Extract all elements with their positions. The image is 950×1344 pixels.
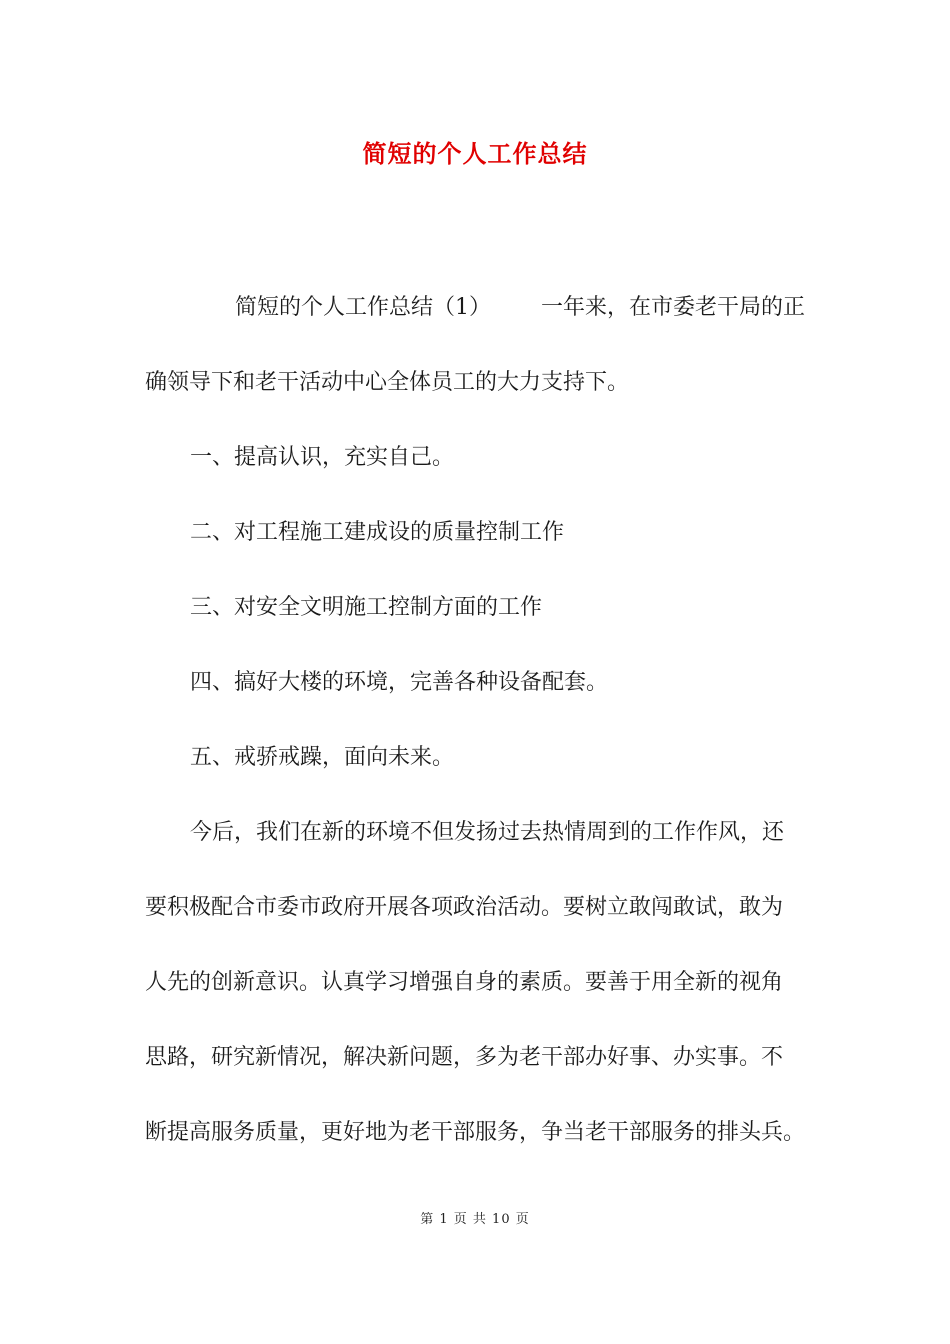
closing-line: 人先的创新意识。认真学习增强自身的素质。要善于用全新的视角 <box>145 970 784 995</box>
list-item: 四、搞好大楼的环境，完善各种设备配套。 <box>190 670 609 695</box>
closing-line: 思路，研究新情况，解决新问题，多为老干部办好事、办实事。不 <box>145 1045 784 1070</box>
intro-paragraph <box>145 270 805 420</box>
list-item: 三、对安全文明施工控制方面的工作 <box>190 595 543 620</box>
closing-line: 要积极配合市委市政府开展各项政治活动。要树立敢闯敢试，敢为 <box>145 895 784 920</box>
list-item: 五、戒骄戒躁，面向未来。 <box>190 745 455 770</box>
closing-line: 今后，我们在新的环境不但发扬过去热情周到的工作作风，还 <box>190 820 785 845</box>
intro-text-line2: 确领导下和老干活动中心全体员工的大力支持下。 <box>145 370 630 395</box>
intro-text-line1: 一年来，在市委老干局的正 <box>541 295 806 320</box>
closing-paragraph <box>145 795 805 1170</box>
list-item: 一、提高认识，充实自己。 <box>190 445 455 470</box>
document-title: 简短的个人工作总结 <box>362 139 588 168</box>
list-item: 二、对工程施工建成设的质量控制工作 <box>190 520 565 545</box>
document-body <box>145 270 805 1170</box>
page-number-footer: 第 1 页 共 10 页 <box>420 1212 530 1227</box>
closing-line: 断提高服务质量，更好地为老干部服务，争当老干部服务的排头兵。 <box>145 1120 806 1145</box>
intro-heading: 简短的个人工作总结（1） <box>235 295 491 320</box>
